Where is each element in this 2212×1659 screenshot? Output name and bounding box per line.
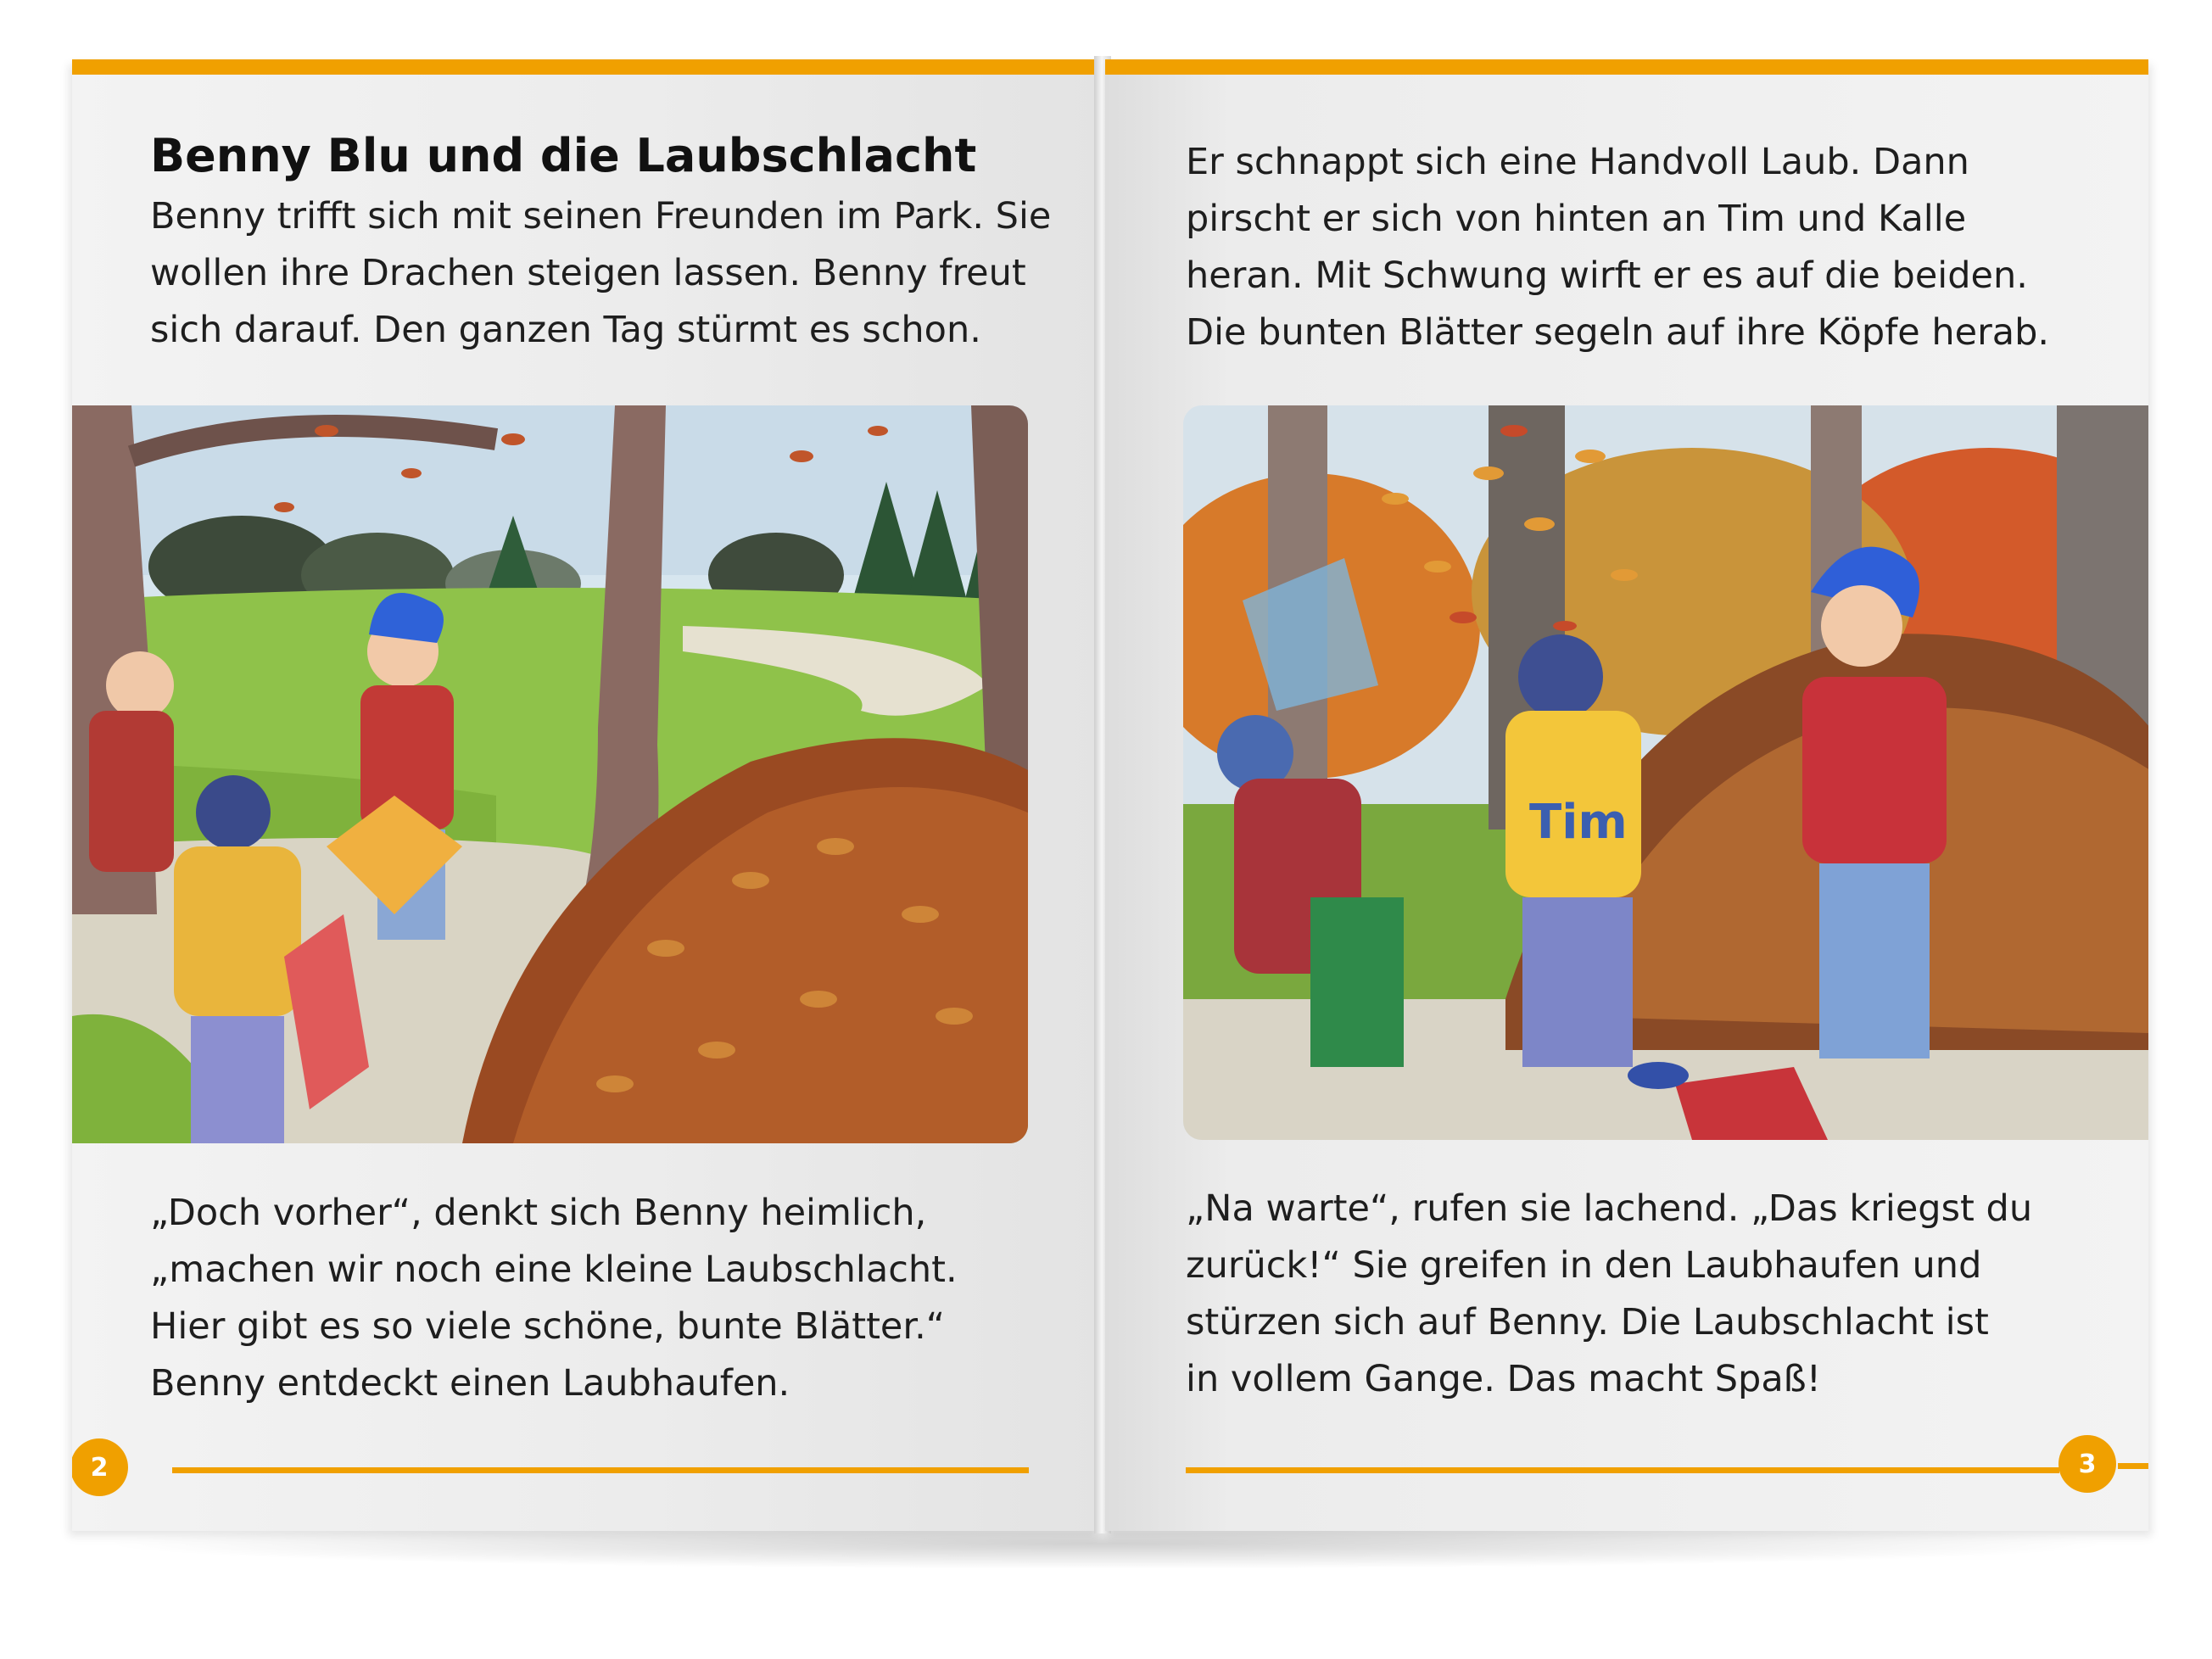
right-body-text: „Na warte“, rufen sie lachend. „Das kriegst du zurück!“ Sie greifen in den Laubhaufen und stürzen sich auf Benny. Die Laubschlacht ist in vollem Gange. Das macht Spaß! [1186,1187,2033,1400]
page-number-line-left-stub [72,1466,79,1472]
right-intro-text: Er schnappt sich eine Handvoll Laub. Dann pirscht er sich von hinten an Tim und Kalle heran. Mit Schwung wirft er es auf die beiden. Die bunten Blätter segeln auf ihre Köpfe herab. [1186,141,2050,354]
page-number-badge: 2 [72,1438,128,1496]
story-title: Benny Blu und die Laubschlacht [150,129,977,182]
top-accent-bar [1105,59,2148,75]
park-illustration [72,405,1028,1143]
page-number-line [172,1467,1029,1473]
page-number-line [1186,1467,2059,1473]
park-illustration-art [72,405,1028,1143]
left-page [72,59,1100,1531]
page-number-badge: 3 [2058,1435,2116,1493]
left-intro-text: Benny trifft sich mit seinen Freunden im Park. Sie wollen ihre Drachen steigen lassen. Benny freut sich darauf. Den ganzen Tag stürmt es schon. [150,195,1052,351]
tim-shirt-label: Tim [1529,795,1628,850]
leaf-fight-illustration-art [1183,405,2148,1140]
page-number-line-right-stub [2118,1463,2148,1469]
right-page [1105,59,2148,1531]
top-accent-bar [72,59,1100,75]
left-body-text: „Doch vorher“, denkt sich Benny heimlich, „machen wir noch eine kleine Laubschlacht. Hier gibt es so viele schöne, bunte Blätter.“ Benny entdeckt einen Laubhaufen. [150,1192,958,1405]
leaf-fight-illustration [1183,405,2148,1140]
